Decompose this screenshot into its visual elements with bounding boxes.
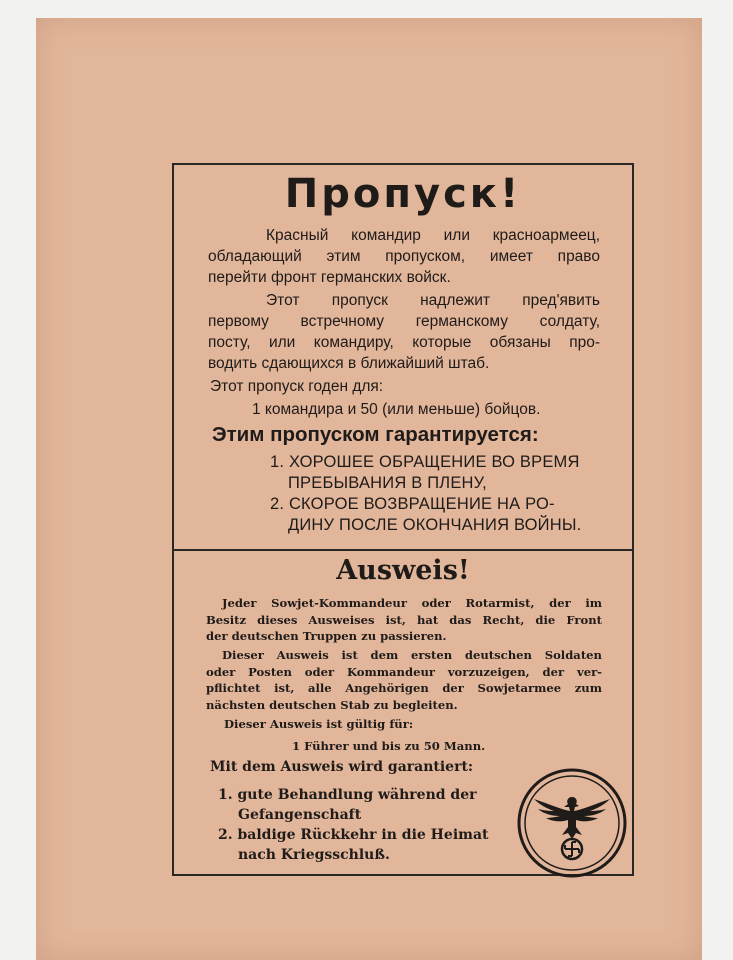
german-guarantee-2-line-1: 2. baldige Rückkehr in die Heimat [218, 827, 489, 843]
text-line: водить сдающихся в ближайший штаб. [208, 355, 490, 372]
pass-frame [172, 163, 634, 876]
text-line: посту, или командиру, которые обязаны про- [208, 334, 600, 351]
german-valid-for-value: 1 Führer und bis zu 50 Mann. [292, 739, 486, 753]
leaflet-sheet [36, 18, 702, 960]
text-line: Этот пропуск надлежит пред'явить [266, 292, 600, 309]
text-line: Красный командир или красноармеец, [266, 227, 600, 244]
text-line: nächsten deutschen Stab zu begleiten. [206, 697, 458, 712]
german-section [174, 551, 632, 876]
german-title: Ausweis! [336, 555, 470, 586]
russian-guarantee-1-line-1: 1. ХОРОШЕЕ ОБРАЩЕНИЕ ВО ВРЕМЯ [270, 453, 580, 471]
russian-guarantee-heading: Этим пропуском гарантируется: [212, 423, 539, 446]
german-guarantee-1-line-2: Gefangenschaft [238, 807, 362, 823]
russian-guarantee-1-line-2: ПРЕБЫВАНИЯ В ПЛЕНУ, [288, 474, 487, 492]
german-guarantee-heading: Mit dem Ausweis wird garantiert: [210, 759, 474, 775]
german-valid-for-label: Dieser Ausweis ist gültig für: [224, 717, 414, 731]
german-paragraph-1 [206, 595, 602, 645]
text-line: Dieser Ausweis ist dem ersten deutschen Soldaten [222, 648, 602, 662]
text-line: обладающий этим пропуском, имеет право [208, 248, 600, 265]
russian-guarantee-2-line-2: ДИНУ ПОСЛЕ ОКОНЧАНИЯ ВОЙНЫ. [288, 516, 582, 534]
text-line: pflichtet ist, alle Angehörigen der Sowjetarmee zum [206, 681, 602, 695]
russian-section [174, 165, 632, 549]
russian-paragraph-1 [208, 225, 600, 288]
russian-title: Пропуск! [284, 171, 522, 217]
russian-valid-for-value: 1 командира и 50 (или меньше) бойцов. [252, 401, 541, 418]
russian-guarantee-2-line-1: 2. СКОРОЕ ВОЗВРАЩЕНИЕ НА РО- [270, 495, 555, 513]
german-guarantee-2-line-2: nach Kriegsschluß. [238, 847, 390, 863]
german-paragraph-2 [206, 647, 602, 713]
text-line: oder Posten oder Kommandeur vorzuzeigen, der ver- [206, 664, 602, 679]
russian-paragraph-2 [208, 290, 600, 374]
eagle-seal-icon [516, 767, 628, 879]
text-line: der deutschen Truppen zu passieren. [206, 629, 447, 643]
text-line: Jeder Sowjet-Kommandeur oder Rotarmist, der im [222, 596, 602, 610]
german-guarantee-1-line-1: 1. gute Behandlung während der [218, 787, 477, 803]
text-line: перейти фронт германских войск. [208, 269, 451, 286]
text-line: первому встречному германскому солдату, [208, 313, 600, 330]
russian-valid-for-label: Этот пропуск годен для: [210, 378, 384, 395]
text-line: Besitz dieses Ausweises ist, hat das Recht, die Front [206, 612, 602, 627]
